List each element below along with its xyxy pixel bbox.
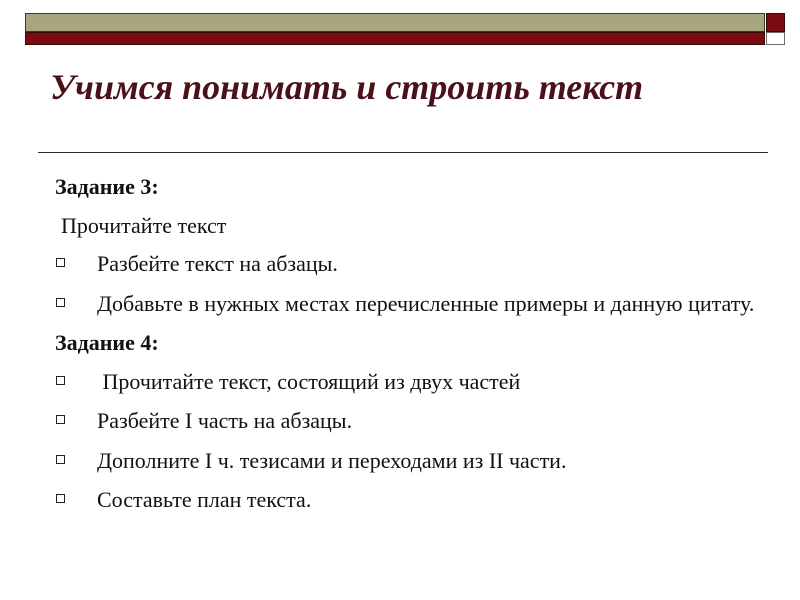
list-item	[55, 368, 755, 396]
header-square-maroon	[766, 13, 785, 32]
header-bar-olive	[25, 13, 765, 32]
list-item-text: Разбейте I часть на абзацы.	[97, 408, 353, 433]
list-item-text: Дополните I ч. тезисами и переходами из II части.	[97, 447, 567, 473]
list-item-text: Разбейте текст на абзацы.	[97, 251, 338, 276]
task3-heading: Задание 3:	[55, 174, 159, 199]
hollow-square-bullet-icon	[56, 494, 65, 503]
hollow-square-bullet-icon	[56, 258, 65, 267]
task4-heading: Задание 4:	[55, 330, 159, 355]
list-item	[55, 447, 755, 475]
list-item	[55, 250, 755, 278]
list-item-text: Прочитайте текст, состоящий из двух частей	[97, 368, 521, 394]
header-bar-maroon	[25, 32, 765, 45]
list-item-text: Составьте план текста.	[97, 487, 312, 512]
slide-content	[55, 173, 755, 526]
list-item	[55, 290, 755, 318]
hollow-square-bullet-icon	[56, 376, 65, 385]
list-item-text: Добавьте в нужных местах перечисленные примеры и данную цитату.	[97, 290, 755, 316]
slide-title: Учимся понимать и строить текст	[50, 67, 644, 107]
list-item	[55, 407, 755, 435]
hollow-square-bullet-icon	[56, 455, 65, 464]
header-square-white	[766, 32, 785, 45]
hollow-square-bullet-icon	[56, 298, 65, 307]
hollow-square-bullet-icon	[56, 415, 65, 424]
title-divider	[38, 152, 768, 153]
list-item	[55, 486, 755, 514]
task3-intro: Прочитайте текст	[61, 212, 227, 238]
